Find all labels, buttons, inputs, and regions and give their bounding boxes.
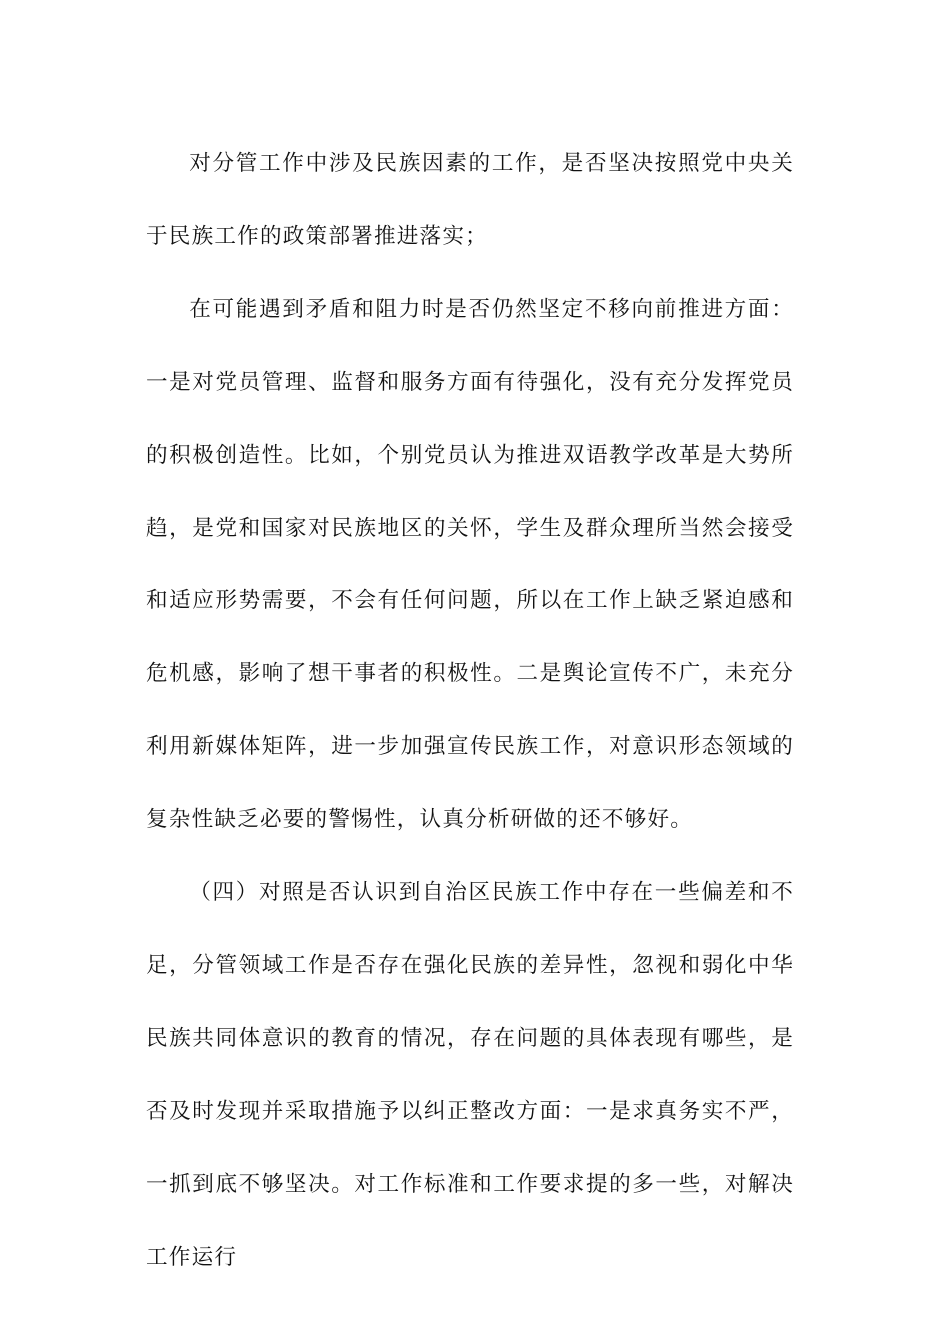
paragraph-3: （四）对照是否认识到自治区民族工作中存在一些偏差和不足，分管领域工作是否存在强化民族的差异性，忽视和弱化中华民族共同体意识的教育的情况，存在问题的具体表现有哪些，是否及时发现并采取措施予以纠正整改方面：一是求真务实不严，一抓到底不够坚决。对工作标准和工作要求提的多一些，对解决工作运行 (146, 880, 794, 1270)
document-body (146, 128, 794, 1295)
paragraph-2: 在可能遇到矛盾和阻力时是否仍然坚定不移向前推进方面：一是对党员管理、监督和服务方面有待强化，没有充分发挥党员的积极创造性。比如，个别党员认为推进双语教学改革是大势所趋，是党和国家对民族地区的关怀，学生及群众理所当然会接受和适应形势需要，不会有任何问题，所以在工作上缺乏紧迫感和危机感，影响了想干事者的积极性。二是舆论宣传不广，未充分利用新媒体矩阵，进一步加强宣传民族工作，对意识形态领域的复杂性缺乏必要的警惕性，认真分析研做的还不够好。 (146, 296, 794, 833)
paragraph-1: 对分管工作中涉及民族因素的工作，是否坚决按照党中央关于民族工作的政策部署推进落实； (146, 151, 794, 249)
